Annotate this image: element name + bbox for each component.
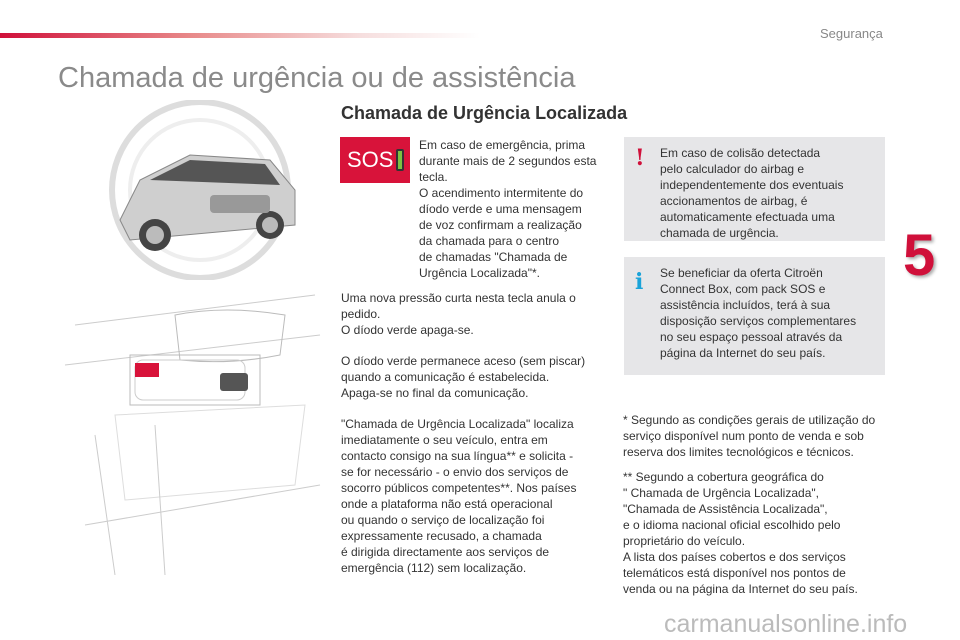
sos-label: SOS bbox=[347, 147, 394, 172]
paragraph-emergency: Em caso de emergência, prima durante mais de 2 segundos esta tecla. O acendimento intermitente do díodo verde e uma mensagem de voz confirmam a realização da chamada para o centro de chamadas "Chamada de Urgência Localizada"*. bbox=[419, 138, 597, 280]
footnote-1: * Segundo as condições gerais de utilização do serviço disponível num ponto de venda e sob reserva dos limites tecnológicos e técnicos. bbox=[623, 413, 876, 459]
paragraph-cancel: Uma nova pressão curta nesta tecla anula o pedido. O díodo verde apaga-se. bbox=[341, 291, 576, 337]
footnote-2: ** Segundo a cobertura geográfica do " Chamada de Urgência Localizada", "Chamada de Assistência Localizada", e o idioma nacional oficial escolhido pelo proprietário do veículo. A lista dos países cobertos e dos serviços telemáticos está disponível nos pontos de venda ou na página da Internet do seu país. bbox=[623, 470, 858, 596]
section-subtitle: Chamada de Urgência Localizada bbox=[341, 103, 628, 123]
car-illustration bbox=[80, 100, 320, 280]
sos-button[interactable] bbox=[340, 137, 410, 183]
info-icon: i bbox=[635, 269, 644, 295]
chapter-number: 5 bbox=[903, 223, 936, 288]
paragraph-led: O díodo verde permanece aceso (sem piscar) quando a comunicação é estabelecida. Apaga-se no final da comunicação. bbox=[341, 354, 586, 400]
watermark: carmanualsonline.info bbox=[664, 610, 908, 638]
warning-icon: ! bbox=[635, 145, 645, 171]
header-accent-bar bbox=[0, 33, 480, 38]
page-title: Chamada de urgência ou de assistência bbox=[58, 62, 576, 94]
console-illustration bbox=[55, 285, 330, 575]
warning-text: Em caso de colisão detectada pelo calculador do airbag e independentemente dos eventuais accionamentos de airbag, é automaticamente efectuada uma chamada de urgência. bbox=[660, 146, 844, 240]
warning-box bbox=[624, 137, 885, 241]
section-label: Segurança bbox=[820, 26, 883, 41]
paragraph-localization: "Chamada de Urgência Localizada" localiza imediatamente o seu veículo, entra em contacto consigo na sua língua** e solicita - se for necessário - o envio dos serviços de socorro públicos competentes**. Nos países onde a plataforma não está operacional ou quando o serviço de localização foi expressamente recusado, a chamada é dirigida directamente aos serviços de emergência (112) sem localização. bbox=[341, 417, 577, 575]
led-indicator-icon bbox=[396, 149, 404, 171]
info-text: Se beneficiar da oferta Citroën Connect Box, com pack SOS e assistência incluídos, terá à sua disposição serviços complementares no seu espaço pessoal através da página da Internet do seu país. bbox=[660, 266, 857, 360]
info-box bbox=[624, 257, 885, 375]
